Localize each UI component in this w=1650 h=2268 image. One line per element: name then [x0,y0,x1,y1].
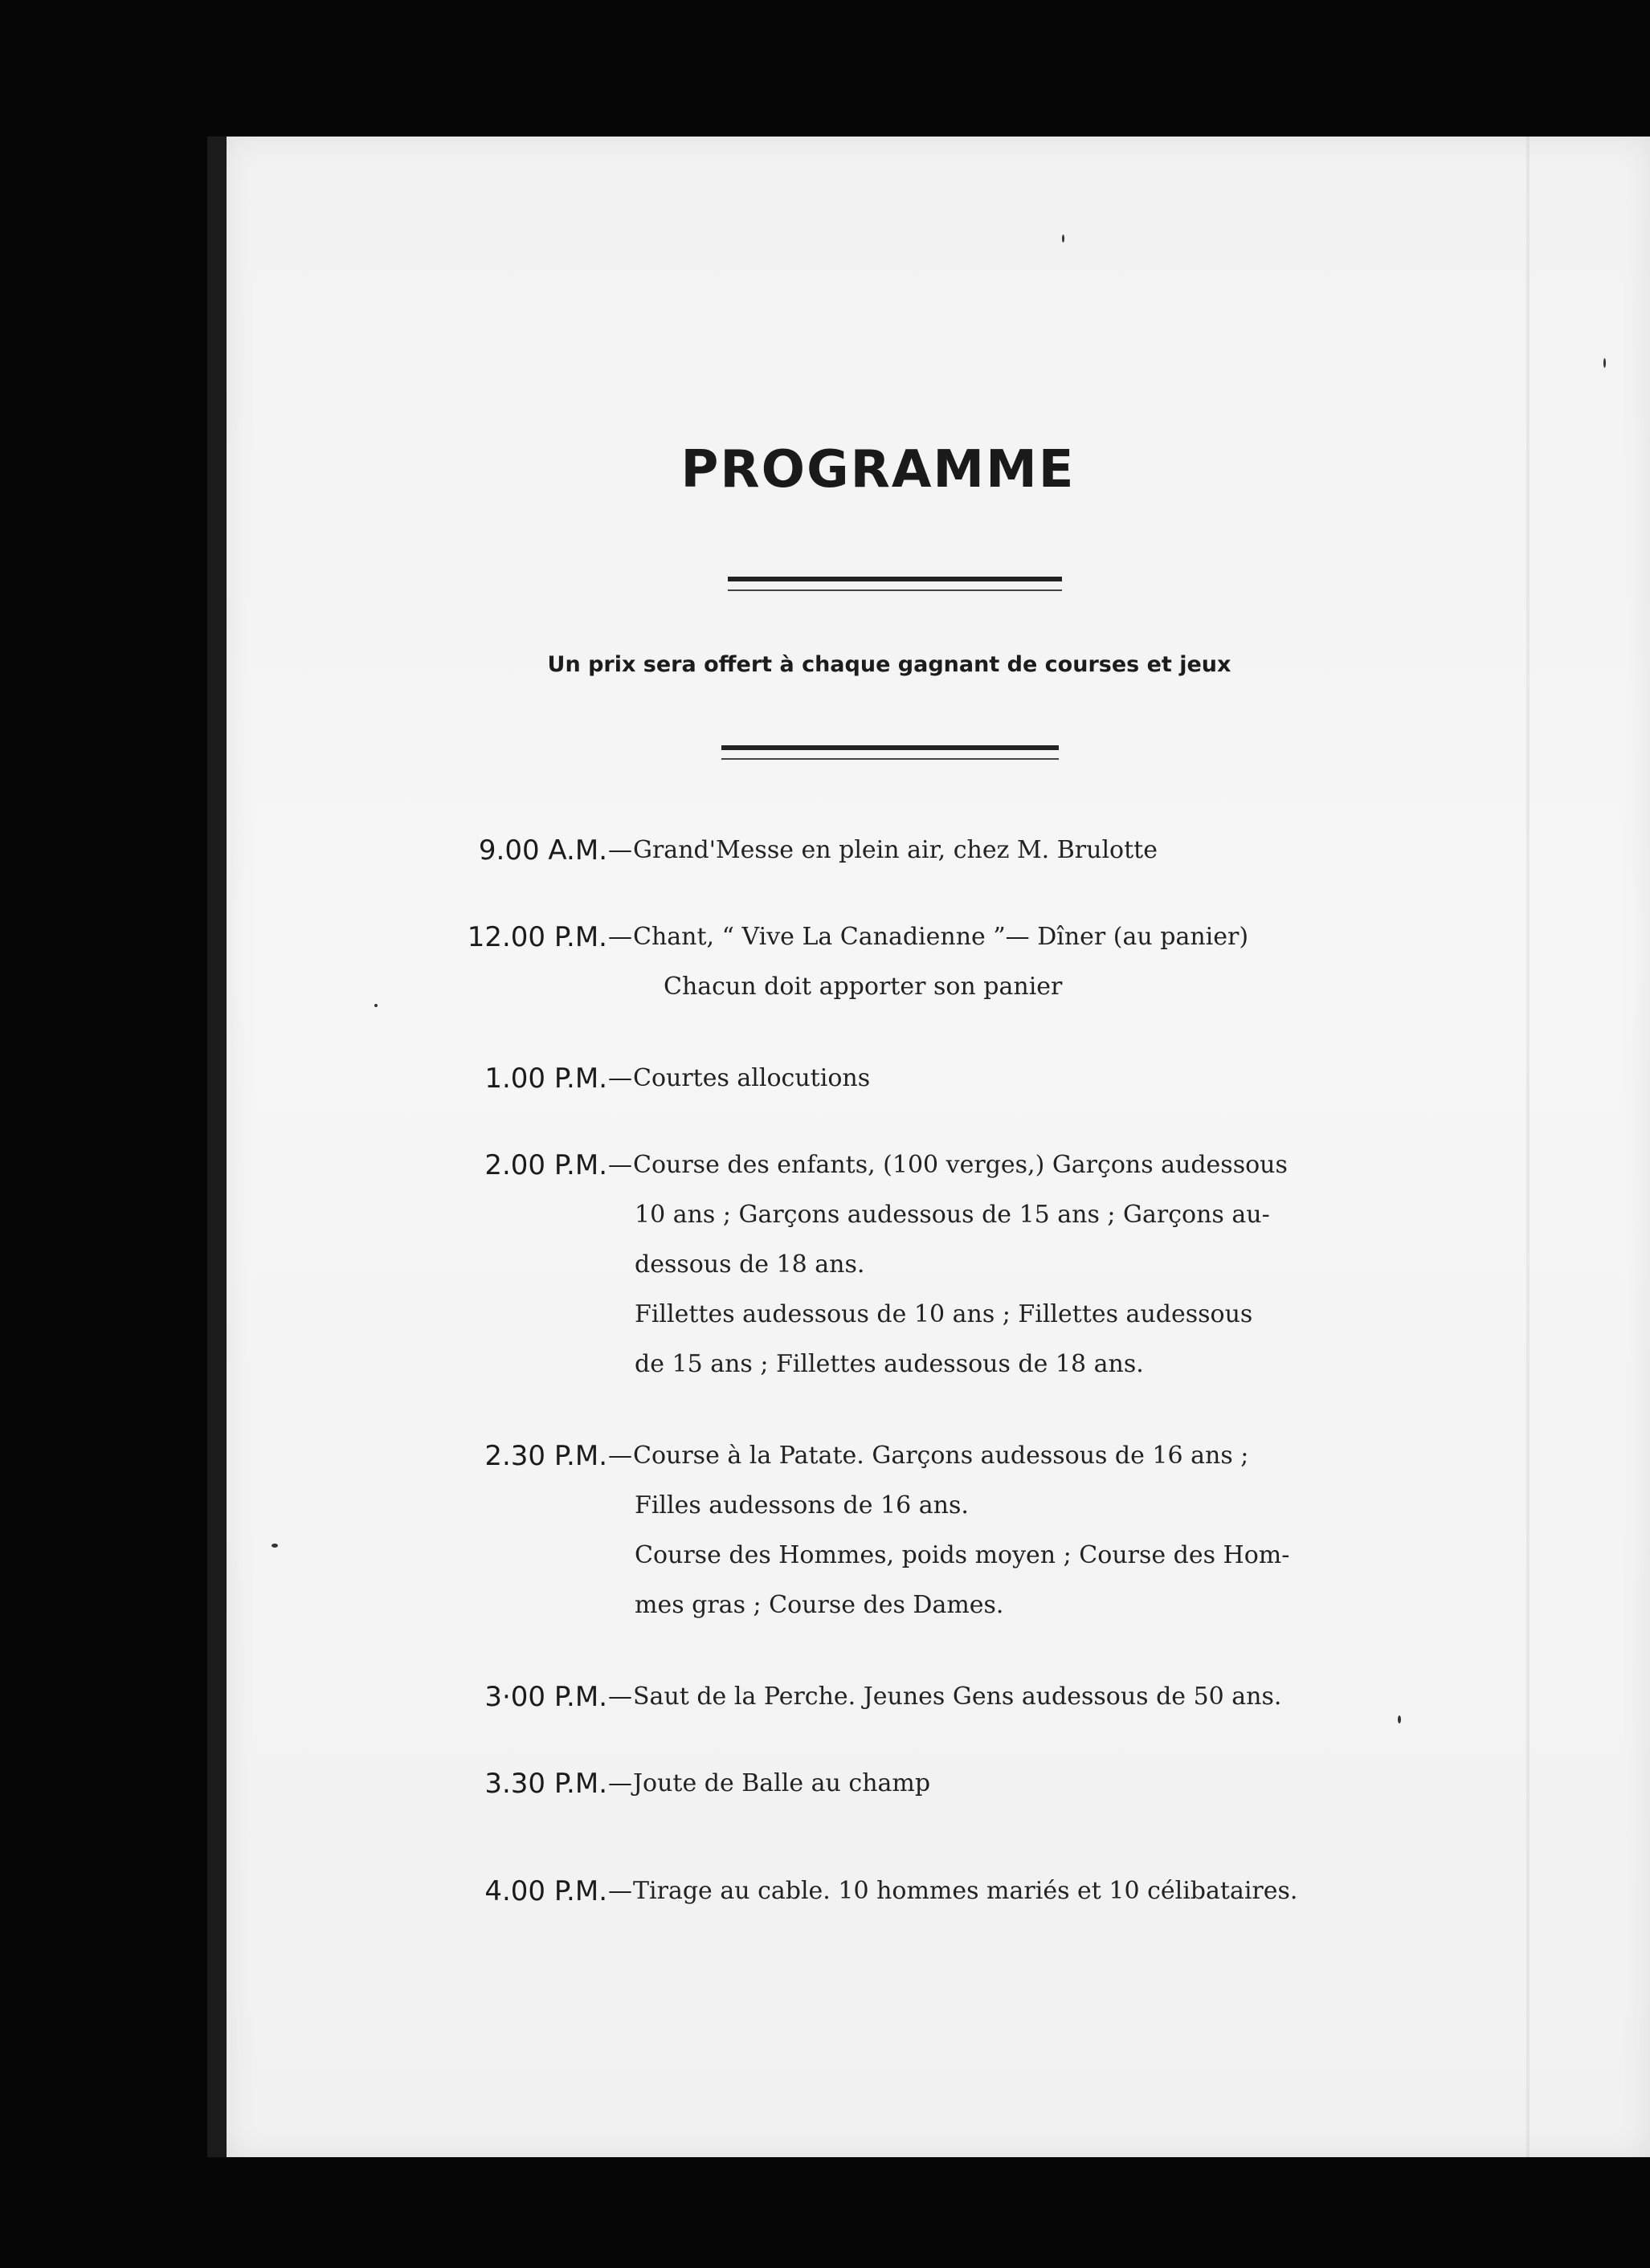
schedule-item-0200 [418,1140,1342,1389]
schedule-description-continued: Course des Hommes, poids moyen ; Course des Hom- [635,1541,1290,1569]
schedule-time: 3·00 P.M. [484,1681,607,1713]
subtitle: Un prix sera offert à chaque gagnant de courses et jeux [547,652,1231,677]
page-title: PROGRAMME [680,440,1076,500]
schedule-item-0400 [418,1866,1342,1916]
schedule-description: Joute de Balle au champ [633,1769,931,1797]
schedule-time: 2.00 P.M. [484,1149,607,1181]
em-dash: — [608,1683,632,1711]
schedule-description: Saut de la Perche. Jeunes Gens audessous de 50 ans. [633,1683,1282,1711]
em-dash: — [608,1877,632,1905]
schedule-item-0300 [418,1672,1342,1722]
em-dash: — [608,923,632,951]
scan-speck [1603,358,1606,368]
schedule-description-continued: 10 ans ; Garçons audessous de 15 ans ; Garçons au- [635,1201,1270,1229]
em-dash: — [608,1442,632,1470]
schedule-description-continued: Fillettes audessous de 10 ans ; Fillettes audessous [635,1300,1253,1328]
schedule-description-continued: mes gras ; Course des Dames. [635,1591,1004,1619]
scan-speck [1398,1715,1401,1723]
em-dash: — [608,1151,632,1179]
schedule-description-continued: Chacun doit apporter son panier [664,973,1063,1001]
schedule-time: 4.00 P.M. [484,1875,607,1907]
schedule-description: Course à la Patate. Garçons audessous de 16 ans ; [633,1442,1249,1470]
schedule-description: Grand'Messe en plein air, chez M. Brulotte [633,836,1158,864]
scan-speck [374,1004,378,1007]
schedule-description: Course des enfants, (100 verges,) Garçons audessous [633,1151,1288,1179]
schedule-description: Tirage au cable. 10 hommes mariés et 10 célibataires. [633,1877,1298,1905]
schedule-item-0900 [418,826,1342,875]
title-rule-thin [728,589,1062,591]
title-rule-thick [728,577,1062,581]
schedule-time: 1.00 P.M. [484,1063,607,1095]
schedule-time: 9.00 A.M. [478,834,607,867]
schedule-time: 3.30 P.M. [484,1768,607,1800]
subtitle-rule-thin [721,758,1059,760]
schedule-description-continued: de 15 ans ; Fillettes audessous de 18 ans. [635,1350,1144,1378]
schedule-item-0330 [418,1759,1342,1809]
em-dash: — [608,1769,632,1797]
schedule-description-continued: Filles audessons de 16 ans. [635,1491,969,1519]
schedule-description: Courtes allocutions [633,1064,871,1092]
schedule-item-0230 [418,1431,1342,1630]
scan-speck [1062,235,1064,243]
schedule-time: 2.30 P.M. [484,1440,607,1472]
schedule-description: Chant, “ Vive La Canadienne ”— Dîner (au panier) [633,923,1249,951]
subtitle-rule-thick [721,745,1059,750]
schedule-time: 12.00 P.M. [467,921,607,953]
schedule-item-1200 [418,912,1342,1012]
schedule-description-continued: dessous de 18 ans. [635,1250,865,1279]
em-dash: — [608,1064,632,1092]
schedule-item-0100 [418,1054,1342,1103]
em-dash: — [608,836,632,864]
scan-speck [272,1544,278,1548]
